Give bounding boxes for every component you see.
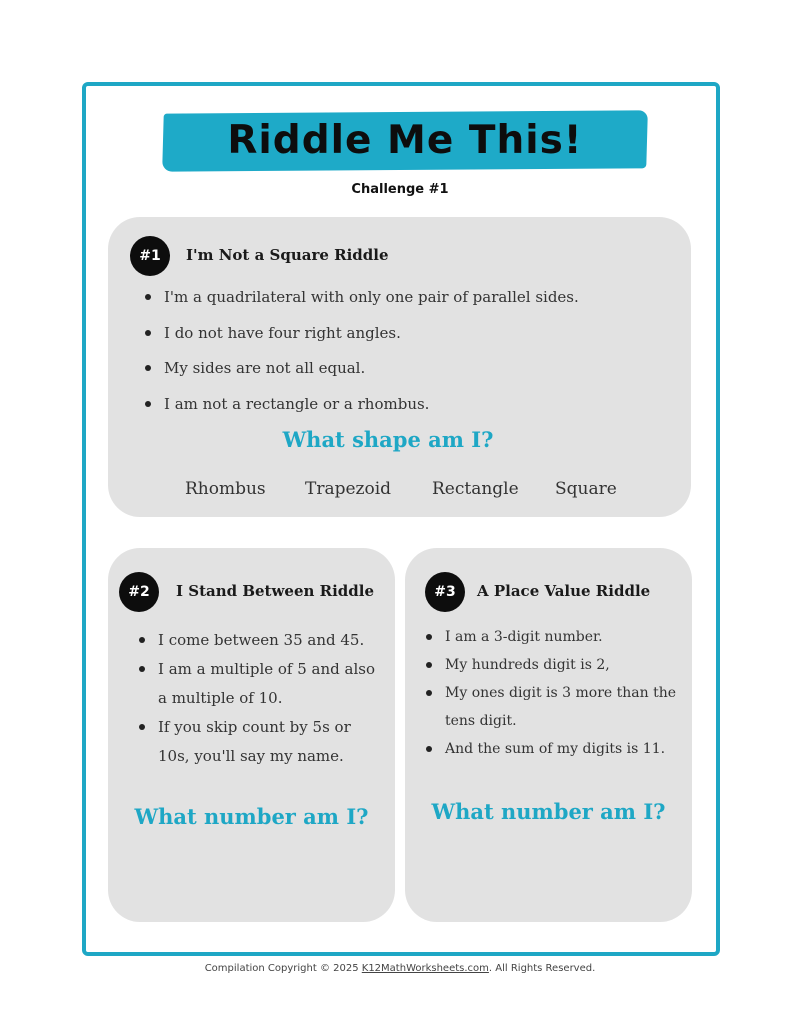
answer-option-rectangle[interactable]: Rectangle <box>432 479 519 499</box>
answer-option-square[interactable]: Square <box>555 479 617 499</box>
riddle-card-3 <box>405 548 692 922</box>
clue-item: My ones digit is 3 more than the tens digit. <box>423 679 685 735</box>
riddle-number-badge: #2 <box>119 572 159 612</box>
riddle-card-2 <box>108 548 395 922</box>
copyright-suffix: . All Rights Reserved. <box>488 963 596 974</box>
question-text: What number am I? <box>431 799 666 824</box>
clue-item: I come between 35 and 45. <box>136 626 386 655</box>
riddle-title: I'm Not a Square Riddle <box>186 246 389 264</box>
clue-item: I am a multiple of 5 and also a multiple of 10. <box>136 655 386 713</box>
answer-option-rhombus[interactable]: Rhombus <box>185 479 266 499</box>
riddle-card-1 <box>108 217 691 517</box>
clue-item: I am not a rectangle or a rhombus. <box>142 394 682 430</box>
clue-list <box>136 626 386 771</box>
question-text: What number am I? <box>134 804 369 829</box>
clue-item: If you skip count by 5s or 10s, you'll say my name. <box>136 713 386 771</box>
riddle-title: I Stand Between Riddle <box>176 582 374 600</box>
question-text: What shape am I? <box>282 427 494 452</box>
challenge-label: Challenge #1 <box>351 182 449 197</box>
clue-item: I'm a quadrilateral with only one pair of parallel sides. <box>142 287 682 323</box>
riddle-number-badge: #1 <box>130 236 170 276</box>
riddle-number-badge: #3 <box>425 572 465 612</box>
answer-option-trapezoid[interactable]: Trapezoid <box>305 479 392 499</box>
copyright-prefix: Compilation Copyright © 2025 <box>204 963 362 974</box>
clue-list <box>142 287 682 429</box>
clue-item: My sides are not all equal. <box>142 358 682 394</box>
site-link[interactable]: K12MathWorksheets.com <box>361 963 489 974</box>
clue-list <box>423 623 685 763</box>
clue-item: I do not have four right angles. <box>142 323 682 359</box>
riddle-title: A Place Value Riddle <box>477 582 651 600</box>
copyright-footer <box>0 963 800 974</box>
clue-item: And the sum of my digits is 11. <box>423 735 685 763</box>
clue-item: My hundreds digit is 2, <box>423 651 685 679</box>
clue-item: I am a 3-digit number. <box>423 623 685 651</box>
page-title: Riddle Me This! <box>227 118 583 163</box>
